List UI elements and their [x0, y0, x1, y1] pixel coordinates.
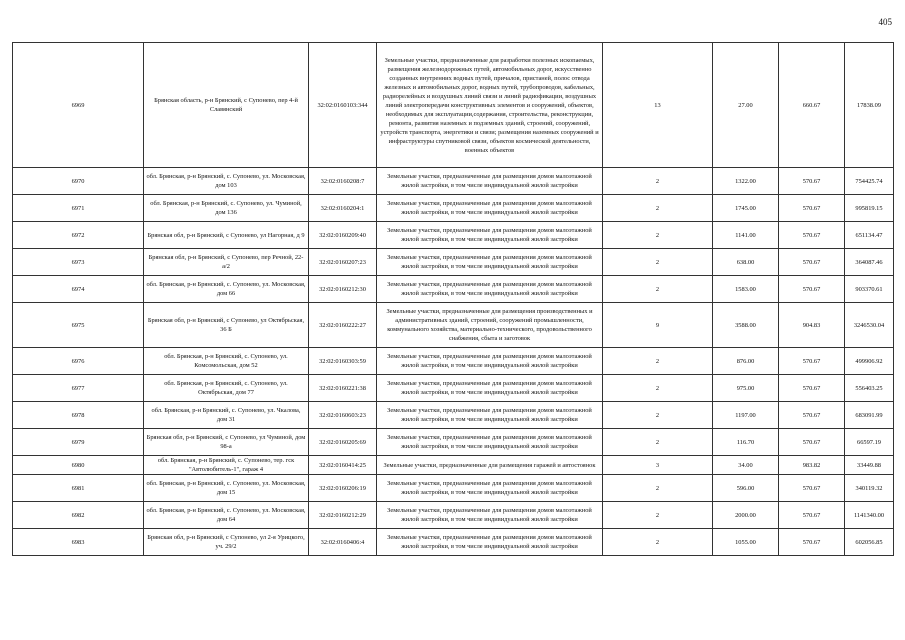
cadastral-number-cell: 32:02:0160406:4	[309, 529, 377, 556]
specific-value-cell: 570.67	[779, 168, 845, 195]
table-row	[13, 195, 894, 222]
address-cell: Брянская обл, р-н Брянский, с Супонево, ул Чуминой, дом 98-а	[144, 429, 309, 456]
cadastral-value-cell: 995819.15	[845, 195, 894, 222]
specific-value-cell: 570.67	[779, 429, 845, 456]
address-cell: Брянская область, р-н Брянский, с Супонево, пер 4-й Славянский	[144, 43, 309, 168]
cadastral-number-cell: 32:02:0160208:7	[309, 168, 377, 195]
cadastral-value-cell: 903370.61	[845, 276, 894, 303]
cadastral-value-cell: 683091.99	[845, 402, 894, 429]
row-number-cell: 6976	[13, 348, 144, 375]
use-group-cell: 2	[603, 168, 713, 195]
use-group-cell: 2	[603, 475, 713, 502]
table-row	[13, 375, 894, 402]
land-use-cell: Земельные участки, предназначенные для размещения домов малоэтажной жилой застройки, в том числе индивидуальной жилой застройки	[377, 195, 603, 222]
land-use-cell: Земельные участки, предназначенные для размещения домов малоэтажной жилой застройки, в том числе индивидуальной жилой застройки	[377, 475, 603, 502]
use-group-cell: 2	[603, 348, 713, 375]
address-cell: обл. Брянская, р-н Брянский, с. Супонево, ул. Московская, дом 103	[144, 168, 309, 195]
area-cell: 2000.00	[713, 502, 779, 529]
cadastral-value-cell: 602056.85	[845, 529, 894, 556]
land-use-cell: Земельные участки, предназначенные для размещения домов малоэтажной жилой застройки, в том числе индивидуальной жилой застройки	[377, 348, 603, 375]
address-cell: обл. Брянская, р-н Брянский, с. Супонево, ул. Московская, дом 64	[144, 502, 309, 529]
row-number-cell: 6969	[13, 43, 144, 168]
land-use-cell: Земельные участки, предназначенные для размещения домов малоэтажной жилой застройки, в том числе индивидуальной жилой застройки	[377, 276, 603, 303]
land-use-cell: Земельные участки, предназначенные для размещения домов малоэтажной жилой застройки, в том числе индивидуальной жилой застройки	[377, 249, 603, 276]
row-number-cell: 6975	[13, 303, 144, 348]
land-use-cell: Земельные участки, предназначенные для размещения домов малоэтажной жилой застройки, в том числе индивидуальной жилой застройки	[377, 529, 603, 556]
cadastral-number-cell: 32:02:0160103:344	[309, 43, 377, 168]
cadastral-value-cell: 364087.46	[845, 249, 894, 276]
cadastral-value-cell: 3246530.04	[845, 303, 894, 348]
table-row	[13, 303, 894, 348]
cadastral-value-cell: 651134.47	[845, 222, 894, 249]
table-row	[13, 502, 894, 529]
area-cell: 1141.00	[713, 222, 779, 249]
table-row	[13, 276, 894, 303]
cadastral-number-cell: 32:02:0160303:59	[309, 348, 377, 375]
cadastral-number-cell: 32:02:0160222:27	[309, 303, 377, 348]
table-row	[13, 456, 894, 475]
row-number-cell: 6972	[13, 222, 144, 249]
land-use-cell: Земельные участки, предназначенные для разработки полезных ископаемых, размещения железнодорожных путей, автомобильных дорог, искусственно созданных внутренних водных путей, причалов, пристаней, полос отвода железных и автомобильных дорог, водных путей, трубопроводов, кабельных, радиорелейных и воздушных линий связи и линий радиофикации, воздушных линий электропередачи конструктивных элементов и сооружений, объектов, необходимых для эксплуатации,содержания, строительства, реконструкции, ремонта, развития наземных и подземных зданий, строений, сооружений, устройств транспорта, энергетики и связи; размещения наземных сооружений и инфраструктуры спутниковой связи, объектов космической деятельности, военных объектов	[377, 43, 603, 168]
address-cell: обл. Брянская, р-н Брянский, с. Супонево, ул. Чкалова, дом 31	[144, 402, 309, 429]
address-cell: обл. Брянская, р-н Брянский, с. Супонево, ул. Чуминой, дом 136	[144, 195, 309, 222]
specific-value-cell: 570.67	[779, 276, 845, 303]
use-group-cell: 2	[603, 375, 713, 402]
cadastral-value-cell: 17838.09	[845, 43, 894, 168]
specific-value-cell: 660.67	[779, 43, 845, 168]
address-cell: Брянская обл, р-н Брянский, с Супонево, ул Октябрьская, 36 Б	[144, 303, 309, 348]
area-cell: 1197.00	[713, 402, 779, 429]
row-number-cell: 6978	[13, 402, 144, 429]
row-number-cell: 6971	[13, 195, 144, 222]
table-row	[13, 529, 894, 556]
specific-value-cell: 570.67	[779, 529, 845, 556]
cadastral-number-cell: 32:02:0160414:25	[309, 456, 377, 475]
row-number-cell: 6983	[13, 529, 144, 556]
cadastral-number-cell: 32:02:0160205:69	[309, 429, 377, 456]
table-row	[13, 348, 894, 375]
area-cell: 116.70	[713, 429, 779, 456]
land-use-cell: Земельные участки, предназначенные для размещения домов малоэтажной жилой застройки, в том числе индивидуальной жилой застройки	[377, 429, 603, 456]
table-row	[13, 429, 894, 456]
cadastral-number-cell: 32:02:0160204:1	[309, 195, 377, 222]
cadastral-number-cell: 32:02:0160207:23	[309, 249, 377, 276]
land-use-cell: Земельные участки, предназначенные для размещения домов малоэтажной жилой застройки, в том числе индивидуальной жилой застройки	[377, 168, 603, 195]
row-number-cell: 6974	[13, 276, 144, 303]
table-row	[13, 475, 894, 502]
specific-value-cell: 904.83	[779, 303, 845, 348]
land-use-cell: Земельные участки, предназначенные для размещения домов малоэтажной жилой застройки, в том числе индивидуальной жилой застройки	[377, 502, 603, 529]
address-cell: обл. Брянская, р-н Брянский, с. Супонево, ул. Октябрьская, дом 77	[144, 375, 309, 402]
cadastral-value-cell: 754425.74	[845, 168, 894, 195]
land-use-cell: Земельные участки, предназначенные для размещения домов малоэтажной жилой застройки, в том числе индивидуальной жилой застройки	[377, 402, 603, 429]
address-cell: Брянская обл, р-н Брянский, с Супонево, ул 2-я Урицкого, уч. 29/2	[144, 529, 309, 556]
row-number-cell: 6970	[13, 168, 144, 195]
specific-value-cell: 570.67	[779, 375, 845, 402]
address-cell: обл. Брянская, р-н Брянский, с. Супонево, ул. Комсомольская, дом 52	[144, 348, 309, 375]
specific-value-cell: 570.67	[779, 195, 845, 222]
cadastral-value-cell: 1141340.00	[845, 502, 894, 529]
use-group-cell: 2	[603, 429, 713, 456]
row-number-cell: 6977	[13, 375, 144, 402]
address-cell: Брянская обл, р-н Брянский, с Супонево, ул Нагорная, д 9	[144, 222, 309, 249]
address-cell: Брянская обл, р-н Брянский, с Супонево, пер Речной, 22-а/2	[144, 249, 309, 276]
area-cell: 1055.00	[713, 529, 779, 556]
table-row	[13, 222, 894, 249]
area-cell: 34.00	[713, 456, 779, 475]
row-number-cell: 6979	[13, 429, 144, 456]
land-use-cell: Земельные участки, предназначенные для размещения производственных и административных зданий, строений, сооружений промышленности, коммунального хозяйства, материально-технического, продовольственного снабжения, сбыта и заготовок	[377, 303, 603, 348]
specific-value-cell: 570.67	[779, 475, 845, 502]
use-group-cell: 2	[603, 402, 713, 429]
use-group-cell: 2	[603, 249, 713, 276]
cadastral-value-cell: 33449.88	[845, 456, 894, 475]
specific-value-cell: 570.67	[779, 502, 845, 529]
page-number: 405	[878, 17, 892, 27]
row-number-cell: 6981	[13, 475, 144, 502]
use-group-cell: 9	[603, 303, 713, 348]
cadastral-number-cell: 32:02:0160206:19	[309, 475, 377, 502]
area-cell: 876.00	[713, 348, 779, 375]
area-cell: 1745.00	[713, 195, 779, 222]
area-cell: 1322.00	[713, 168, 779, 195]
row-number-cell: 6980	[13, 456, 144, 475]
cadastral-value-cell: 340119.32	[845, 475, 894, 502]
cadastral-value-table	[12, 42, 894, 556]
cadastral-number-cell: 32:02:0160603:23	[309, 402, 377, 429]
table-row	[13, 168, 894, 195]
use-group-cell: 2	[603, 195, 713, 222]
area-cell: 3588.00	[713, 303, 779, 348]
use-group-cell: 13	[603, 43, 713, 168]
use-group-cell: 2	[603, 529, 713, 556]
table-row	[13, 43, 894, 168]
land-use-cell: Земельные участки, предназначенные для размещения гаражей и автостоянок	[377, 456, 603, 475]
use-group-cell: 2	[603, 502, 713, 529]
area-cell: 1583.00	[713, 276, 779, 303]
specific-value-cell: 983.82	[779, 456, 845, 475]
address-cell: обл. Брянская, р-н Брянский, с. Супонево, ул. Московская, дом 66	[144, 276, 309, 303]
row-number-cell: 6982	[13, 502, 144, 529]
area-cell: 975.00	[713, 375, 779, 402]
use-group-cell: 3	[603, 456, 713, 475]
cadastral-value-cell: 499906.92	[845, 348, 894, 375]
cadastral-number-cell: 32:02:0160209:40	[309, 222, 377, 249]
area-cell: 638.00	[713, 249, 779, 276]
use-group-cell: 2	[603, 222, 713, 249]
cadastral-value-cell: 556403.25	[845, 375, 894, 402]
row-number-cell: 6973	[13, 249, 144, 276]
table-row	[13, 249, 894, 276]
specific-value-cell: 570.67	[779, 402, 845, 429]
cadastral-number-cell: 32:02:0160212:30	[309, 276, 377, 303]
table-row	[13, 402, 894, 429]
area-cell: 596.00	[713, 475, 779, 502]
specific-value-cell: 570.67	[779, 249, 845, 276]
cadastral-value-cell: 66597.19	[845, 429, 894, 456]
cadastral-number-cell: 32:02:0160212:29	[309, 502, 377, 529]
specific-value-cell: 570.67	[779, 348, 845, 375]
area-cell: 27.00	[713, 43, 779, 168]
address-cell: обл. Брянская, р-н Брянский, с. Супонево, ул. Московская, дом 15	[144, 475, 309, 502]
address-cell: обл. Брянская, р-н Брянский, с. Супонево, тер. гск "Автолюбитель-1", гараж 4	[144, 456, 309, 475]
land-use-cell: Земельные участки, предназначенные для размещения домов малоэтажной жилой застройки, в том числе индивидуальной жилой застройки	[377, 222, 603, 249]
land-use-cell: Земельные участки, предназначенные для размещения домов малоэтажной жилой застройки, в том числе индивидуальной жилой застройки	[377, 375, 603, 402]
cadastral-number-cell: 32:02:0160221:38	[309, 375, 377, 402]
specific-value-cell: 570.67	[779, 222, 845, 249]
use-group-cell: 2	[603, 276, 713, 303]
